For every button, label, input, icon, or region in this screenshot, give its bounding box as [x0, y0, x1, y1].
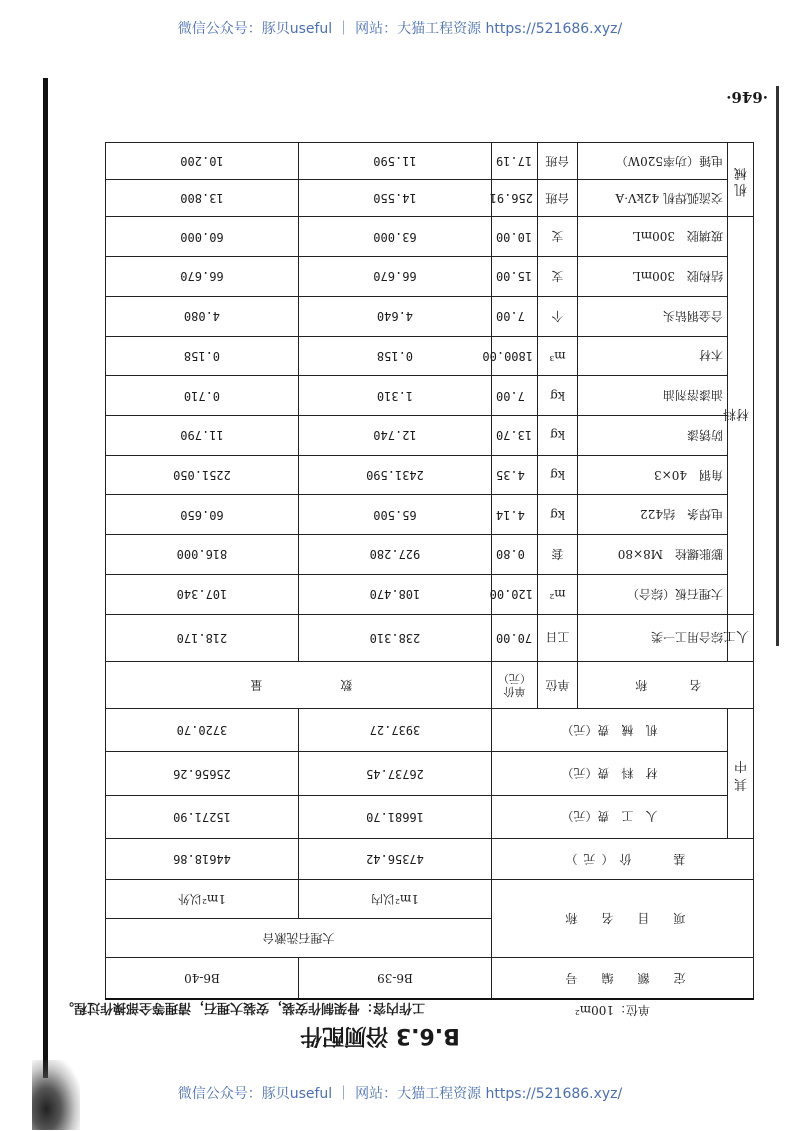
quota-table — [105, 142, 754, 1000]
watermark-top: 微信公众号：豚贝useful ｜ 网站：大猫工程资源 https://521686.xyz/ — [177, 21, 623, 37]
group-label-material: 材料 — [728, 217, 754, 614]
resource-price: 0.80 — [491, 535, 537, 575]
resource-price: 70.00 — [491, 614, 537, 661]
resource-unit: 工日 — [538, 614, 578, 661]
resource-unit: kg — [538, 415, 578, 455]
resource-unit: kg — [538, 376, 578, 416]
quantity-2: 10.200 — [105, 143, 298, 180]
quantity-header: 数 量 — [105, 661, 491, 708]
resource-price: 7.00 — [491, 296, 537, 336]
material-cost-1: 26737.45 — [298, 752, 491, 795]
resource-name: 膨胀螺栓 M8×80 — [578, 535, 728, 575]
table-row — [105, 336, 753, 376]
quantity-1: 14.550 — [298, 180, 491, 217]
row-material-cost — [105, 752, 753, 795]
quota-no-label: 定 额 编 号 — [491, 958, 753, 999]
row-base-price — [105, 838, 753, 879]
quantity-1: 4.640 — [298, 296, 491, 336]
quantity-1: 11.590 — [298, 143, 491, 180]
quantity-1: 0.158 — [298, 336, 491, 376]
unit-note: 单位：100m² — [574, 1003, 650, 1017]
quantity-2: 60.650 — [105, 495, 298, 535]
base-price-2: 44618.86 — [105, 838, 298, 879]
resource-unit: m² — [538, 574, 578, 614]
resource-unit: 套 — [538, 535, 578, 575]
among-label: 其中 — [728, 709, 754, 839]
page-number: ·646· — [726, 88, 768, 106]
resource-unit: 台班 — [538, 143, 578, 180]
resource-name: 合金钢钻头 — [578, 296, 728, 336]
resource-price: 1800.00 — [491, 336, 537, 376]
quantity-2: 66.670 — [105, 257, 298, 297]
group-name: 大理石洗漱台 — [105, 919, 491, 958]
quantity-1: 1.310 — [298, 376, 491, 416]
quantity-2: 13.800 — [105, 180, 298, 217]
quantity-2: 107.340 — [105, 574, 298, 614]
quantity-1: 238.310 — [298, 614, 491, 661]
resource-unit: kg — [538, 455, 578, 495]
resource-name: 电锤（功率520W） — [578, 143, 728, 180]
resource-price: 4.35 — [491, 455, 537, 495]
quantity-1: 63.000 — [298, 217, 491, 257]
name-header: 名 称 — [578, 661, 754, 708]
quantity-2: 11.790 — [105, 415, 298, 455]
resource-name: 电焊条 结422 — [578, 495, 728, 535]
quantity-1: 927.280 — [298, 535, 491, 575]
base-price-label: 基 价（元） — [491, 838, 753, 879]
resource-price: 256.91 — [491, 180, 537, 217]
table-row — [105, 455, 753, 495]
resource-name: 木材 — [578, 336, 728, 376]
group-label-machine: 机械 — [728, 143, 754, 217]
resource-name: 综合用工一类 — [578, 614, 728, 661]
resource-name: 油漆溶剂油 — [578, 376, 728, 416]
resource-name: 防锈漆 — [578, 415, 728, 455]
resource-price: 13.70 — [491, 415, 537, 455]
table-row — [105, 143, 753, 180]
quantity-2: 0.710 — [105, 376, 298, 416]
resource-price: 15.00 — [491, 257, 537, 297]
resource-name: 玻璃胶 300mL — [578, 217, 728, 257]
material-cost-2: 25656.26 — [105, 752, 298, 795]
watermark-bottom: 微信公众号：豚贝useful ｜ 网站：大猫工程资源 https://521686.xyz/ — [177, 1086, 623, 1102]
quota-code-1: B6-39 — [298, 958, 491, 999]
resource-unit: m³ — [538, 336, 578, 376]
resource-price: 17.19 — [491, 143, 537, 180]
row-quota-code — [105, 958, 753, 999]
machine-cost-1: 3937.27 — [298, 709, 491, 752]
resource-name: 结构胶 300mL — [578, 257, 728, 297]
work-content: 工作内容：骨架制作安装，安装大理石，清理等全部操作过程。 — [60, 1000, 425, 1015]
row-machine-cost — [105, 709, 753, 752]
labor-cost-label: 人 工 费（元） — [491, 795, 727, 838]
quantity-1: 108.470 — [298, 574, 491, 614]
quantity-1: 2431.590 — [298, 455, 491, 495]
resource-unit: 台班 — [538, 180, 578, 217]
quota-code-2: B6-40 — [105, 958, 298, 999]
table-row — [105, 296, 753, 336]
table-row — [105, 217, 753, 257]
resource-name: 大理石板（综合） — [578, 574, 728, 614]
table-row — [105, 415, 753, 455]
row-group-name — [105, 919, 753, 958]
group-label-labor: 人工 — [728, 614, 754, 661]
price-header: 单价（元） — [491, 661, 537, 708]
resource-price: 10.00 — [491, 217, 537, 257]
row-labor-cost — [105, 795, 753, 838]
labor-cost-1: 16681.70 — [298, 795, 491, 838]
item-name-1: 1m²以内 — [298, 880, 491, 919]
quantity-1: 12.740 — [298, 415, 491, 455]
table-row — [105, 614, 753, 661]
resource-price: 120.00 — [491, 574, 537, 614]
machine-cost-2: 3720.70 — [105, 709, 298, 752]
table-row — [105, 574, 753, 614]
quantity-2: 2251.050 — [105, 455, 298, 495]
quantity-2: 0.158 — [105, 336, 298, 376]
item-name-2: 1m²以外 — [105, 880, 298, 919]
table-row — [105, 495, 753, 535]
quantity-2: 816.000 — [105, 535, 298, 575]
row-column-headers — [105, 661, 753, 708]
resource-unit: 个 — [538, 296, 578, 336]
quantity-2: 4.080 — [105, 296, 298, 336]
material-cost-label: 材 料 费（元） — [491, 752, 727, 795]
resource-name: 角钢 40×3 — [578, 455, 728, 495]
resource-price: 4.14 — [491, 495, 537, 535]
table-row — [105, 180, 753, 217]
quantity-2: 218.170 — [105, 614, 298, 661]
resource-unit: kg — [538, 495, 578, 535]
machine-cost-label: 机 械 费（元） — [491, 709, 727, 752]
resource-name: 交流弧焊机 42kV·A — [578, 180, 728, 217]
resource-unit: 支 — [538, 217, 578, 257]
table-row — [105, 257, 753, 297]
quantity-2: 60.000 — [105, 217, 298, 257]
labor-cost-2: 15271.90 — [105, 795, 298, 838]
table-row — [105, 376, 753, 416]
quantity-1: 66.670 — [298, 257, 491, 297]
base-price-1: 47356.42 — [298, 838, 491, 879]
quantity-1: 65.500 — [298, 495, 491, 535]
item-name-label: 项 目 名 称 — [491, 880, 753, 958]
table-row — [105, 535, 753, 575]
section-title: B.6.3 浴厕配件 — [300, 1023, 460, 1048]
resource-price: 7.00 — [491, 376, 537, 416]
unit-header: 单位 — [538, 661, 578, 708]
resource-unit: 支 — [538, 257, 578, 297]
